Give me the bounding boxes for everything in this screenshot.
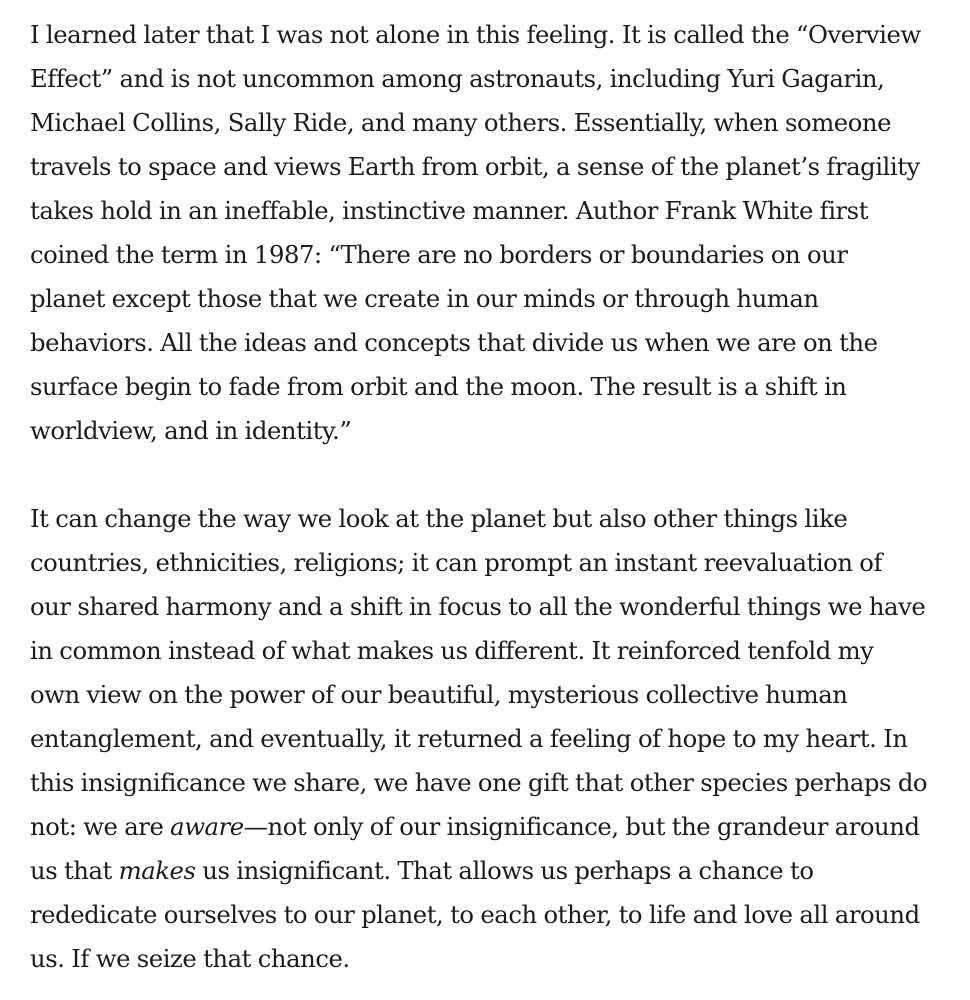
text-line: coined the term in 1987: “There are no borders or boundaries on our (30, 240, 848, 269)
text-fragment: —not only of our insignificance, but the grandeur around (243, 812, 920, 841)
text-line: worldview, and in identity.” (30, 416, 352, 445)
text-line: this insignificance we share, we have one gift that other species perhaps do (30, 768, 928, 797)
text-line: planet except those that we create in our minds or through human (30, 284, 819, 313)
text-line: rededicate ourselves to our planet, to each other, to life and love all around (30, 900, 920, 929)
text-line: entanglement, and eventually, it returned a feeling of hope to my heart. In (30, 724, 908, 753)
article-body (30, 13, 962, 981)
text-line: travels to space and views Earth from orbit, a sense of the planet’s fragility (30, 152, 920, 181)
text-line: us. If we seize that chance. (30, 944, 350, 973)
text-line: Michael Collins, Sally Ride, and many others. Essentially, when someone (30, 108, 892, 137)
paragraph-overview-effect (30, 13, 962, 453)
text-fragment: us insignificant. That allows us perhaps a chance to (195, 856, 814, 885)
text-line-with-emphasis (30, 849, 962, 893)
text-line: in common instead of what makes us different. It reinforced tenfold my (30, 636, 874, 665)
text-line: own view on the power of our beautiful, mysterious collective human (30, 680, 848, 709)
text-line: countries, ethnicities, religions; it can prompt an instant reevaluation of (30, 548, 883, 577)
text-line: surface begin to fade from orbit and the moon. The result is a shift in (30, 372, 847, 401)
text-line: Effect” and is not uncommon among astronauts, including Yuri Gagarin, (30, 64, 885, 93)
text-line: I learned later that I was not alone in this feeling. It is called the “Overview (30, 20, 921, 49)
text-line: It can change the way we look at the planet but also other things like (30, 504, 848, 533)
emphasis-makes: makes (118, 856, 196, 885)
text-fragment: us that (30, 856, 119, 885)
text-line: takes hold in an ineffable, instinctive manner. Author Frank White first (30, 196, 869, 225)
text-line: behaviors. All the ideas and concepts that divide us when we are on the (30, 328, 878, 357)
paragraph-perspective (30, 497, 962, 981)
text-fragment: not: we are (30, 812, 171, 841)
text-line: our shared harmony and a shift in focus to all the wonderful things we have (30, 592, 926, 621)
text-line-with-emphasis (30, 805, 962, 849)
emphasis-aware: aware (170, 812, 244, 841)
